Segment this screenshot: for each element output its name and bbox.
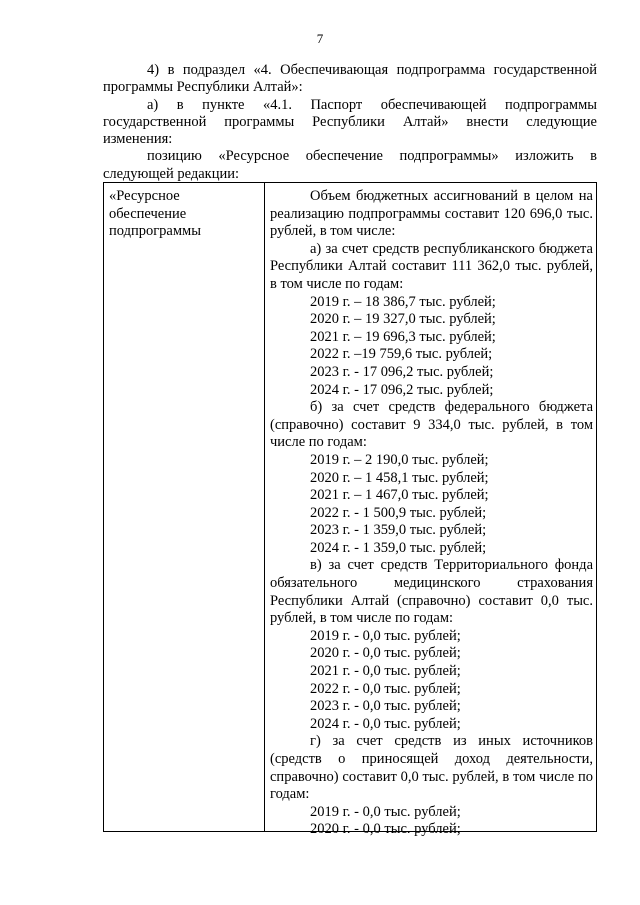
year-amount-line: 2022 г. –19 759,6 тыс. рублей; xyxy=(310,346,493,363)
year-amount-line: 2024 г. - 17 096,2 тыс. рублей; xyxy=(310,381,494,398)
year-amount-line: 2023 г. - 1 359,0 тыс. рублей; xyxy=(310,522,487,539)
year-amount-line: 2021 г. – 1 467,0 тыс. рублей; xyxy=(310,487,489,504)
intro-paragraph: позицию «Ресурсное обеспечение подпрограммы» изложить в следующей редакции: xyxy=(103,148,597,182)
year-amount-line: 2021 г. - 0,0 тыс. рублей; xyxy=(310,663,461,680)
year-amount-line: 2022 г. - 1 500,9 тыс. рублей; xyxy=(310,504,487,521)
year-amount-line: 2019 г. - 0,0 тыс. рублей; xyxy=(310,627,461,644)
year-amount-line: 2021 г. – 19 696,3 тыс. рублей; xyxy=(310,328,496,345)
year-amount-line: 2023 г. - 17 096,2 тыс. рублей; xyxy=(310,363,494,380)
intro-paragraph: а) в пункте «4.1. Паспорт обеспечивающей подпрограммы государственной программы Республики Алтай» внести следующие изменения: xyxy=(103,96,597,148)
year-amount-line: 2023 г. - 0,0 тыс. рублей; xyxy=(310,698,461,715)
year-amount-line: 2022 г. - 0,0 тыс. рублей; xyxy=(310,680,461,697)
year-amount-line: 2019 г. - 0,0 тыс. рублей; xyxy=(310,803,461,820)
year-amount-line: 2020 г. – 19 327,0 тыс. рублей; xyxy=(310,311,496,328)
resource-table xyxy=(103,182,597,838)
funding-paragraph: г) за счет средств из иных источников (средств о приносящей доход деятельности, справочно) составит 0,0 тыс. рублей, в том числе по годам: xyxy=(270,733,593,803)
page-number: 7 xyxy=(316,31,324,46)
column-divider xyxy=(264,183,265,831)
funding-paragraph: Объем бюджетных ассигнований в целом на реализацию подпрограммы составит 120 696,0 тыс. рублей, в том числе: xyxy=(270,188,593,240)
year-amount-line: 2020 г. - 0,0 тыс. рублей; xyxy=(310,821,461,838)
funding-paragraph: а) за счет средств республиканского бюджета Республики Алтай составит 111 362,0 тыс. рублей, в том числе по годам: xyxy=(270,240,593,292)
intro-text xyxy=(103,62,597,183)
table-left-cell: «Ресурсное обеспечение подпрограммы xyxy=(109,188,201,240)
year-amount-line: 2020 г. – 1 458,1 тыс. рублей; xyxy=(310,469,489,486)
year-amount-line: 2024 г. - 0,0 тыс. рублей; xyxy=(310,715,461,732)
year-amount-line: 2019 г. – 2 190,0 тыс. рублей; xyxy=(310,451,489,468)
funding-paragraph: в) за счет средств Территориального фонда обязательного медицинского страхования Республики Алтай (справочно) составит 0,0 тыс. рублей, в том числе по годам: xyxy=(270,557,593,627)
funding-paragraph: б) за счет средств федерального бюджета (справочно) составит 9 334,0 тыс. рублей, в том числе по годам: xyxy=(270,399,593,451)
year-amount-line: 2024 г. - 1 359,0 тыс. рублей; xyxy=(310,539,487,556)
year-amount-line: 2019 г. – 18 386,7 тыс. рублей; xyxy=(310,293,496,310)
table-right-cell xyxy=(270,188,593,839)
intro-paragraph: 4) в подраздел «4. Обеспечивающая подпрограмма государственной программы Республики Алтай»: xyxy=(103,62,597,96)
year-amount-line: 2020 г. - 0,0 тыс. рублей; xyxy=(310,645,461,662)
